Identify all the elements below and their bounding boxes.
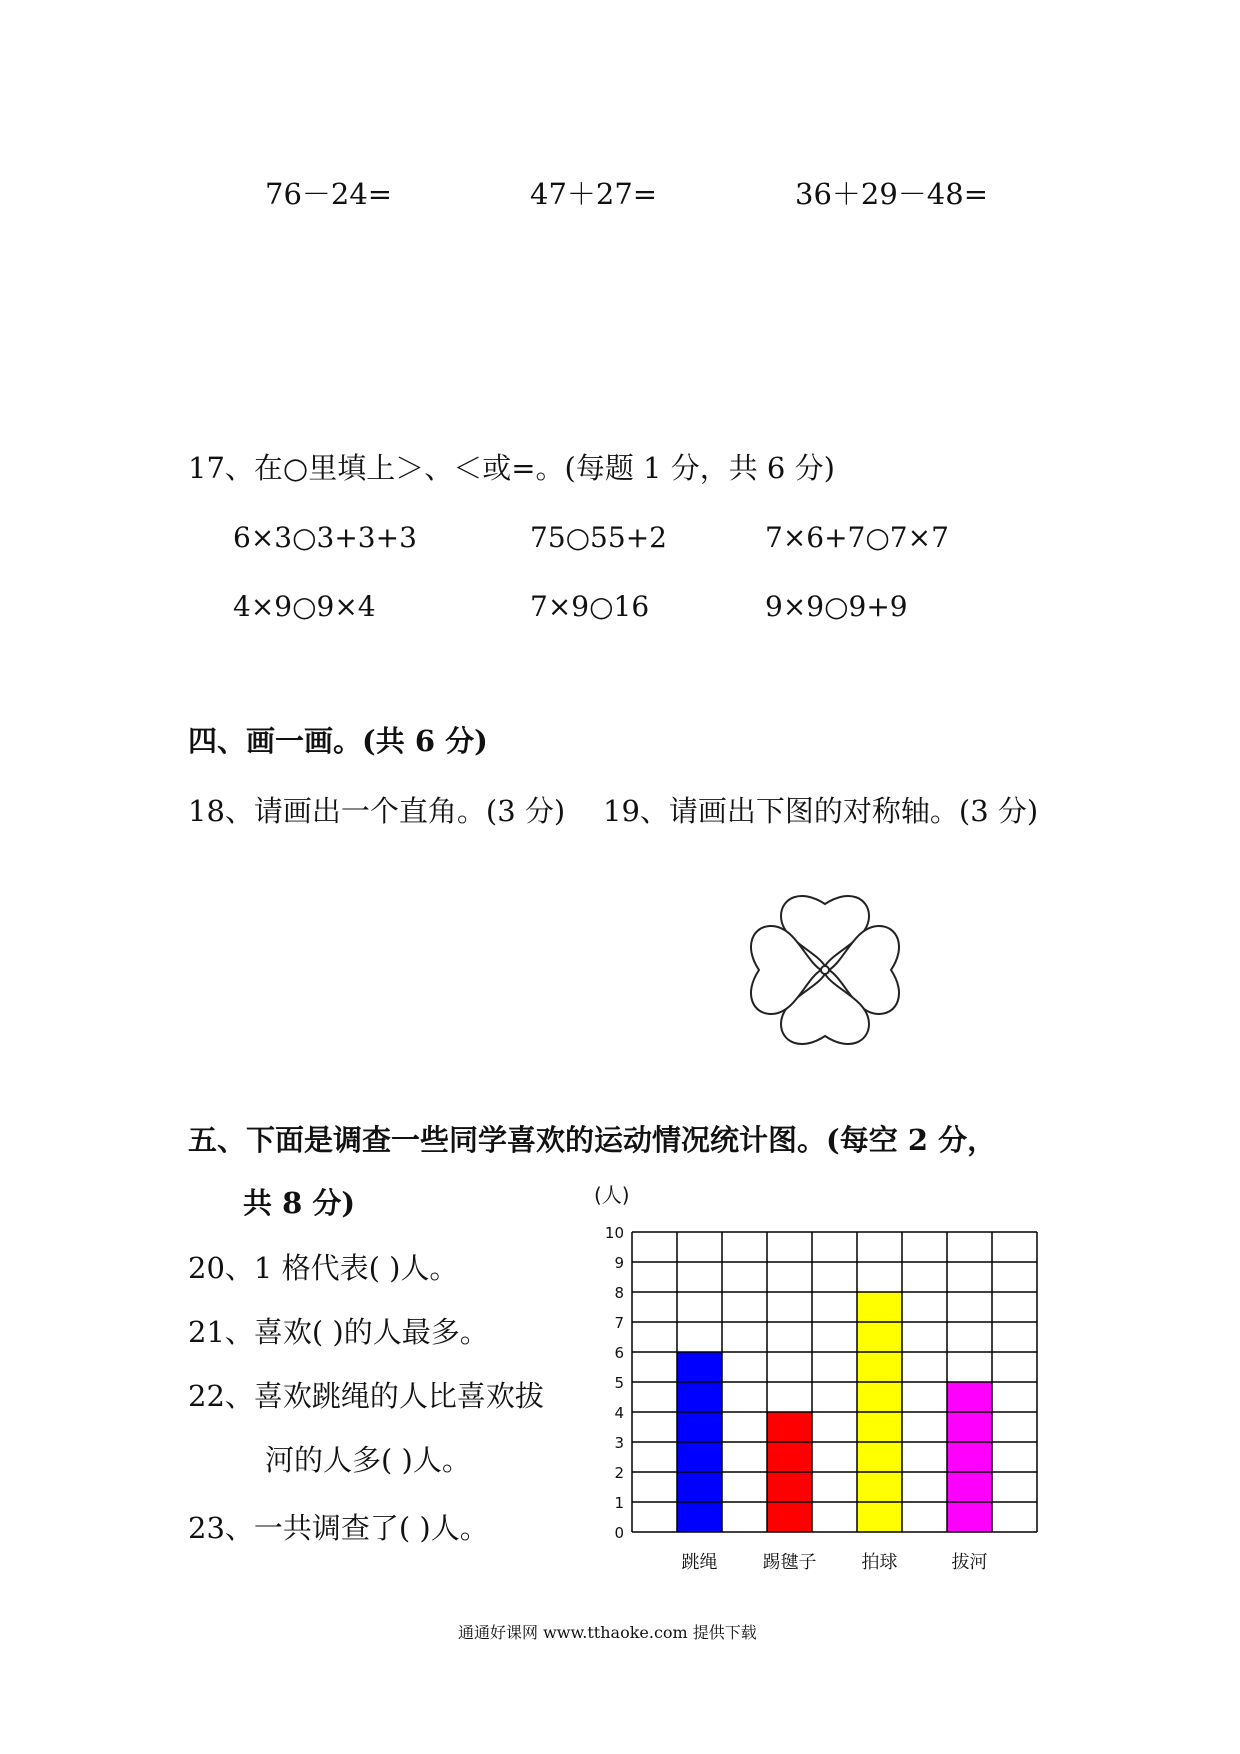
q17-item-6: 9×9○9+9 — [765, 590, 908, 623]
q19-text: 19、请画出下图的对称轴。(3 分) — [603, 794, 1039, 828]
y-tick-label: 5 — [614, 1374, 624, 1392]
clover-figure — [735, 880, 915, 1060]
section4-heading: 四、画一画。(共 6 分) — [188, 724, 488, 758]
q17-item-2: 75○55+2 — [530, 521, 667, 554]
q21-text: 21、喜欢( )的人最多。 — [188, 1315, 489, 1349]
y-tick-label: 4 — [614, 1404, 624, 1422]
q20-text: 20、1 格代表( )人。 — [188, 1251, 459, 1285]
q22-text-line1: 22、喜欢跳绳的人比喜欢拔 — [188, 1379, 544, 1413]
x-category-label: 踢毽子 — [762, 1552, 817, 1573]
y-tick-label: 1 — [614, 1494, 624, 1512]
y-axis-unit-label: (人) — [594, 1183, 630, 1207]
q17-item-5: 7×9○16 — [530, 590, 650, 623]
section5-heading-line2: 共 8 分) — [243, 1186, 356, 1220]
y-tick-label: 9 — [614, 1254, 624, 1272]
q18-text: 18、请画出一个直角。(3 分) — [188, 794, 566, 828]
calc-expression-3: 36＋29－48= — [795, 177, 989, 211]
x-category-label: 跳绳 — [681, 1552, 718, 1573]
q23-text: 23、一共调查了( )人。 — [188, 1511, 489, 1545]
calc-expression-1: 76－24= — [265, 177, 393, 211]
y-tick-label: 6 — [614, 1344, 624, 1362]
q17-item-1: 6×3○3+3+3 — [233, 521, 417, 554]
footer-credit: 通通好课网 www.tthaoke.com 提供下载 — [458, 1623, 757, 1642]
y-tick-label: 7 — [614, 1314, 624, 1332]
x-category-label: 拔河 — [951, 1552, 988, 1573]
bar-4 — [947, 1382, 992, 1532]
y-tick-label: 8 — [614, 1284, 624, 1302]
sports-bar-chart — [580, 1170, 1060, 1590]
q17-item-4: 4×9○9×4 — [233, 590, 376, 623]
y-tick-label: 10 — [604, 1224, 624, 1242]
y-tick-label: 2 — [614, 1464, 624, 1482]
q17-item-3: 7×6+7○7×7 — [765, 521, 949, 554]
q17-title: 17、在○里填上＞、＜或=。(每题 1 分，共 6 分) — [188, 451, 835, 485]
q22-text-line2: 河的人多( )人。 — [265, 1443, 471, 1477]
section5-heading-line1: 五、下面是调查一些同学喜欢的运动情况统计图。(每空 2 分， — [188, 1123, 997, 1157]
y-tick-label: 3 — [614, 1434, 624, 1452]
x-category-label: 拍球 — [861, 1552, 898, 1573]
y-tick-label: 0 — [614, 1524, 624, 1542]
clover-center — [821, 966, 829, 974]
calc-expression-2: 47＋27= — [530, 177, 658, 211]
